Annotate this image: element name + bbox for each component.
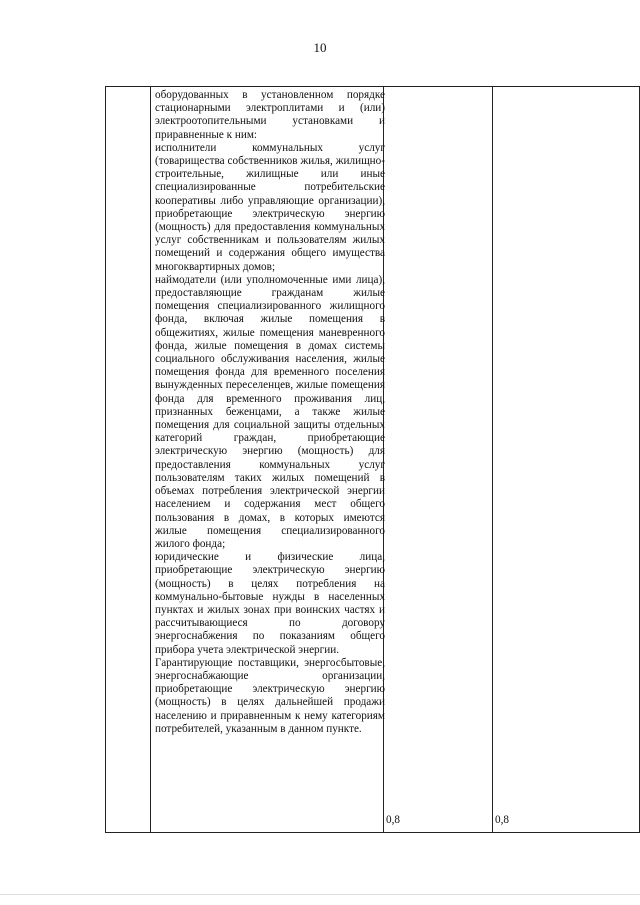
- category-description: [155, 89, 385, 736]
- description-paragraph: юридические и физические лица, приобретающие электрическую энергию (мощность) в целях потребления на коммунально-бытовые нужды в населенных пунктах и жилых зонах при воинских частях и рассчитывающиеся по договору энергоснабжения по показаниям общего прибора учета электрической энергии.: [155, 551, 385, 656]
- page-bottom-edge: [0, 894, 640, 895]
- description-paragraph: исполнители коммунальных услуг (товарищества собственников жилья, жилищно-строительные, жилищные или иные специализированные потребительские кооперативы либо управляющие организации), приобретающие электрическую энергию (мощность) для предоставления коммунальных услуг собственникам и пользователям жилых помещений и содержания общего имущества многоквартирных домов;: [155, 141, 385, 273]
- description-paragraph: оборудованных в установленном порядке стационарными электроплитами и (или) электроотопительными установками и приравненные к ним:: [155, 89, 385, 141]
- page-number: 10: [313, 40, 327, 55]
- coefficient-value-2: 0,8: [495, 814, 509, 826]
- tariff-table: [105, 86, 640, 833]
- table-left-border: [105, 86, 106, 833]
- description-paragraph: наймодатели (или уполномоченные ими лица), предоставляющие гражданам жилые помещения специализированного жилищного фонда, включая жилые помещения в общежитиях, жилые помещения маневренного фонда, жилые помещения в домах системы социального обслуживания населения, жилые помещения фонда для временного поселения вынужденных переселенцев, жилые помещения фонда для временного проживания лиц, признанных беженцами, а также жилые помещения для социальной защиты отдельных категорий граждан, приобретающие электрическую энергию (мощность) для предоставления коммунальных услуг пользователям таких жилых помещений в объемах потребления электрической энергии населением и содержания мест общего пользования в домах, в которых имеются жилые помещения специализированного жилого фонда;: [155, 273, 385, 550]
- column-divider-3: [492, 86, 493, 833]
- coefficient-value-1: 0,8: [386, 814, 400, 826]
- description-paragraph: Гарантирующие поставщики, энергосбытовые, энергоснабжающие организации, приобретающие электрическую энергию (мощность) в целях дальнейшей продажи населению и приравненным к нему категориям потребителей, указанным в данном пункте.: [155, 656, 385, 735]
- column-divider-1: [150, 86, 151, 833]
- table-bottom-border: [105, 832, 640, 833]
- table-top-border: [105, 86, 640, 87]
